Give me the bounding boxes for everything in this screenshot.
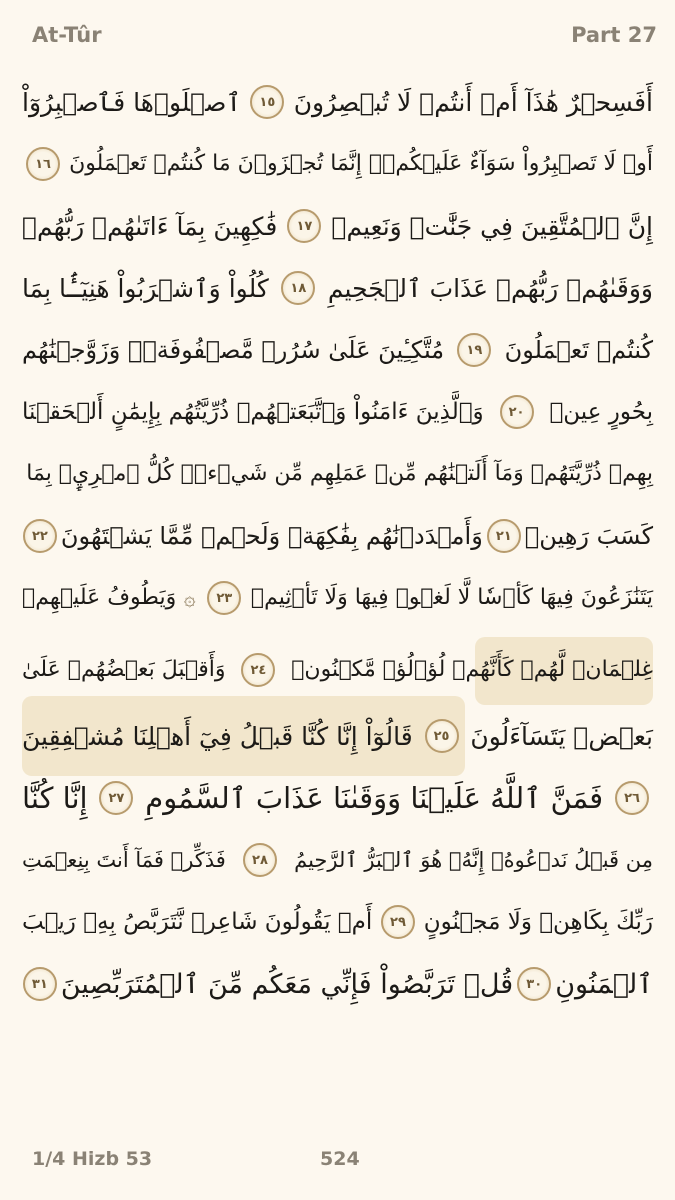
- ayah-number-marker[interactable]: ٢٣: [207, 581, 241, 615]
- ayah-number-marker[interactable]: ٢٧: [99, 781, 133, 815]
- quran-line[interactable]: [22, 506, 653, 566]
- quran-line[interactable]: [22, 706, 653, 766]
- ayah-number-marker[interactable]: ٢٤: [241, 653, 275, 687]
- verse-text[interactable]: بِحُورٍ عِينٖ: [549, 398, 653, 425]
- quran-line[interactable]: [22, 768, 653, 828]
- verse-text[interactable]: وَيَطُوفُ عَلَيۡهِمۡ: [22, 585, 177, 610]
- verse-text[interactable]: فَمَنَّ ٱللَّهُ عَلَيۡنَا وَوَقَىٰنَا عَذَابَ ٱلسَّمُومِ: [145, 780, 604, 815]
- ayah-number-marker[interactable]: ١٧: [287, 209, 321, 243]
- quran-line[interactable]: [22, 954, 653, 1014]
- verse-text[interactable]: قَالُوٓاْ إِنَّا كُنَّا قَبۡلُ فِيٓ أَهۡلِنَا مُشۡفِقِينَ: [22, 721, 413, 751]
- verse-text[interactable]: أَفَسِحۡرٌ هَٰذَآ أَمۡ أَنتُمۡ لَا تُبۡصِرُونَ: [293, 87, 653, 117]
- quran-line[interactable]: [22, 382, 653, 442]
- verse-text[interactable]: ٱلۡمَنُونِ: [555, 968, 653, 1000]
- verse-text[interactable]: فَٰكِهِينَ بِمَآ ءَاتَىٰهُمۡ رَبُّهُمۡ: [22, 211, 278, 241]
- verse-text[interactable]: قُلۡ تَرَبَّصُواْ فَإِنِّي مَعَكُم مِّنَ ٱلۡمُتَرَبِّصِينَ: [60, 968, 514, 1000]
- verse-text[interactable]: إِنَّ ٱلۡمُتَّقِينَ فِي جَنَّٰتٖ وَنَعِيمٖ: [331, 211, 653, 241]
- page-footer: [32, 1148, 643, 1178]
- verse-text[interactable]: أَمۡ يَقُولُونَ شَاعِرٞ نَّتَرَبَّصُ بِهِۦ رَيۡبَ: [22, 908, 373, 935]
- page-header: [32, 20, 657, 50]
- ayah-number-marker[interactable]: ١٦: [26, 147, 60, 181]
- quran-line[interactable]: [22, 196, 653, 256]
- verse-text[interactable]: مِن قَبۡلُ نَدۡعُوهُۖ إِنَّهُۥ هُوَ ٱلۡبَرُّ ٱلرَّحِيمُ: [294, 847, 653, 872]
- quran-line[interactable]: [22, 134, 653, 194]
- quran-line[interactable]: [22, 568, 653, 628]
- ayah-number-marker[interactable]: ٢٠: [500, 395, 534, 429]
- verse-text[interactable]: ٱصۡلَوۡهَا فَٱصۡبِرُوٓاْ: [22, 87, 242, 117]
- page-number: 524: [320, 1148, 360, 1170]
- quran-line[interactable]: [22, 444, 653, 504]
- hizb-indicator: 1/4 Hizb 53: [32, 1148, 153, 1170]
- verse-text[interactable]: يَتَنَٰزَعُونَ فِيهَا كَأۡسٗا لَّا لَغۡوٞ فِيهَا وَلَا تَأۡثِيمٞ: [250, 585, 653, 610]
- verse-text[interactable]: بِهِمۡ ذُرِّيَّتَهُمۡ وَمَآ أَلَتۡنَٰهُم مِّنۡ عَمَلِهِم مِّن شَيۡءٖۚ كُلُّ ٱمۡرِيِٕۭ بِمَا: [26, 461, 653, 486]
- ayah-number-marker[interactable]: ٢٨: [243, 843, 277, 877]
- verse-text[interactable]: وَوَقَىٰهُمۡ رَبُّهُمۡ عَذَابَ ٱلۡجَحِيمِ: [327, 273, 653, 303]
- quran-line[interactable]: [22, 830, 653, 890]
- mushaf-page-text: [22, 72, 653, 1102]
- juz-part: Part 27: [571, 23, 657, 47]
- verse-text[interactable]: غِلۡمَانٞ لَّهُمۡ كَأَنَّهُمۡ لُؤۡلُؤٞ مَّكۡنُونٞ: [291, 657, 653, 682]
- ayah-number-marker[interactable]: ٢١: [487, 519, 521, 553]
- verse-text[interactable]: وَأَمۡدَدۡنَٰهُم بِفَٰكِهَةٖ وَلَحۡمٖ مِّمَّا يَشۡتَهُونَ: [60, 522, 483, 550]
- ayah-number-marker[interactable]: ٢٩: [381, 905, 415, 939]
- ayah-number-marker[interactable]: ٢٢: [23, 519, 57, 553]
- verse-text[interactable]: كَسَبَ رَهِينٞ: [524, 522, 653, 550]
- verse-text[interactable]: وَأَقۡبَلَ بَعۡضُهُمۡ عَلَىٰ: [22, 657, 226, 682]
- quran-line[interactable]: [22, 320, 653, 380]
- surah-name: At-Tûr: [32, 23, 102, 47]
- verse-text[interactable]: إِنَّا كُنَّا: [22, 780, 88, 815]
- quran-line[interactable]: [22, 640, 653, 700]
- ayah-number-marker[interactable]: ٣٠: [517, 967, 551, 1001]
- verse-text[interactable]: رَبِّكَ بِكَاهِنٖ وَلَا مَجۡنُونٍ: [423, 908, 653, 935]
- verse-text[interactable]: فَذَكِّرۡ فَمَآ أَنتَ بِنِعۡمَتِ: [22, 847, 226, 872]
- quran-line[interactable]: [22, 892, 653, 952]
- ayah-number-marker[interactable]: ١٥: [250, 85, 284, 119]
- verse-text[interactable]: أَوۡ لَا تَصۡبِرُواْ سَوَآءٌ عَلَيۡكُمۡۖ إِنَّمَا تُجۡزَوۡنَ مَا كُنتُمۡ تَعۡمَلُونَ: [69, 151, 653, 176]
- verse-text[interactable]: كُنتُمۡ تَعۡمَلُونَ: [504, 336, 653, 364]
- ayah-number-marker[interactable]: ١٩: [457, 333, 491, 367]
- ayah-number-marker[interactable]: ٢٦: [615, 781, 649, 815]
- rub-el-hizb-icon: ۞: [183, 586, 196, 610]
- quran-line[interactable]: [22, 258, 653, 318]
- ayah-number-marker[interactable]: ١٨: [281, 271, 315, 305]
- ayah-number-marker[interactable]: ٣١: [23, 967, 57, 1001]
- verse-text[interactable]: مُتَّكِـِٔينَ عَلَىٰ سُرُرٖ مَّصۡفُوفَةٖۖ وَزَوَّجۡنَٰهُم: [22, 336, 445, 364]
- ayah-number-marker[interactable]: ٢٥: [425, 719, 459, 753]
- quran-line[interactable]: [22, 72, 653, 132]
- verse-text[interactable]: بَعۡضٖ يَتَسَآءَلُونَ: [470, 721, 653, 751]
- verse-text[interactable]: وَٱلَّذِينَ ءَامَنُواْ وَٱتَّبَعَتۡهُمۡ ذُرِّيَّتُهُم بِإِيمَٰنٍ أَلۡحَقۡنَا: [22, 398, 484, 425]
- verse-text[interactable]: كُلُواْ وَٱشۡرَبُواْ هَنِيٓـَٔۢا بِمَا: [22, 273, 269, 303]
